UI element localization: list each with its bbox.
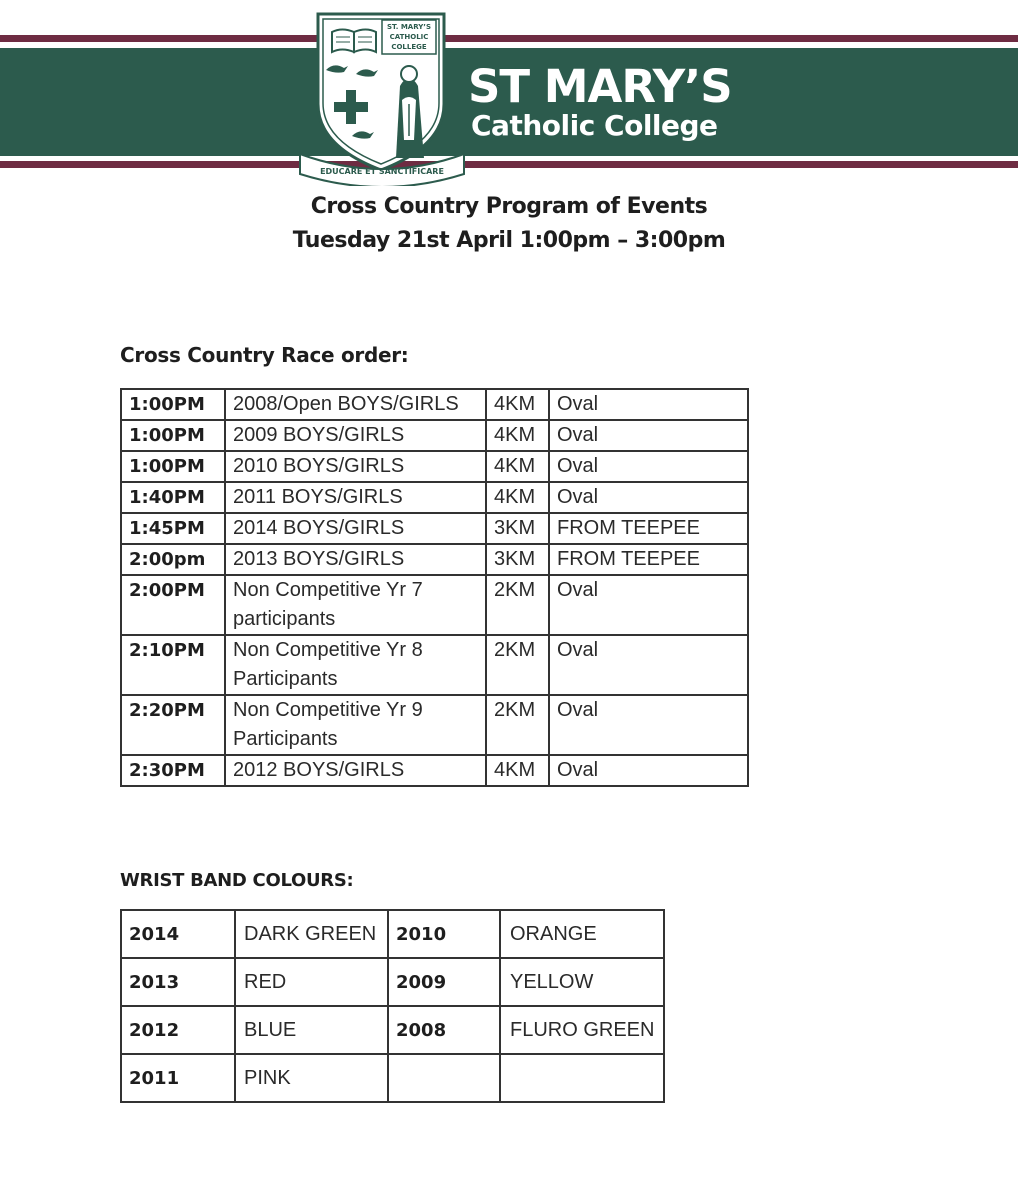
table-row [121,482,748,513]
race-location: Oval [549,389,748,420]
race-event: 2012 BOYS/GIRLS [225,755,486,786]
table-row [121,389,748,420]
race-event: 2010 BOYS/GIRLS [225,451,486,482]
header-top-stripe [0,35,1018,42]
band-colour: DARK GREEN [235,910,388,958]
band-year: 2011 [121,1054,235,1102]
race-time: 2:00PM [121,575,225,635]
race-event: 2008/Open BOYS/GIRLS [225,389,486,420]
race-location: Oval [549,695,748,755]
wrist-band-table [120,909,665,1103]
table-row [121,1006,664,1054]
race-distance: 2KM [486,695,549,755]
header-bottom-stripe [0,161,1018,168]
svg-text:EDUCARE ET SANCTIFICARE: EDUCARE ET SANCTIFICARE [320,167,444,176]
race-time: 2:30PM [121,755,225,786]
race-time: 1:00PM [121,420,225,451]
school-subtitle: Catholic College [471,109,718,142]
band-year: 2009 [388,958,500,1006]
race-event: Non Competitive Yr 8 Participants [225,635,486,695]
table-row [121,755,748,786]
race-time: 1:45PM [121,513,225,544]
school-crest-logo [296,8,468,186]
race-distance: 4KM [486,389,549,420]
race-location: Oval [549,482,748,513]
table-row [121,958,664,1006]
band-year: 2014 [121,910,235,958]
race-event: Non Competitive Yr 9 Participants [225,695,486,755]
band-year [388,1054,500,1102]
band-colour: RED [235,958,388,1006]
race-time: 1:00PM [121,389,225,420]
race-distance: 2KM [486,575,549,635]
band-colour: YELLOW [500,958,664,1006]
race-event: 2013 BOYS/GIRLS [225,544,486,575]
band-colour: BLUE [235,1006,388,1054]
race-time: 2:00pm [121,544,225,575]
table-row [121,695,748,755]
program-title: Cross Country Program of Events [310,194,708,219]
race-order-table [120,388,749,787]
table-row [121,575,748,635]
wrist-band-heading: WRIST BAND COLOURS: [120,870,354,891]
race-distance: 4KM [486,755,549,786]
band-colour: ORANGE [500,910,664,958]
race-time: 1:40PM [121,482,225,513]
svg-text:ST. MARY’S: ST. MARY’S [386,23,432,31]
race-event: 2011 BOYS/GIRLS [225,482,486,513]
race-distance: 4KM [486,451,549,482]
race-event: 2014 BOYS/GIRLS [225,513,486,544]
table-row [121,635,748,695]
band-year: 2010 [388,910,500,958]
band-year: 2012 [121,1006,235,1054]
race-location: Oval [549,755,748,786]
event-date-time: Tuesday 21st April 1:00pm – 3:00pm [292,228,726,253]
race-distance: 3KM [486,513,549,544]
race-location: Oval [549,451,748,482]
band-colour: FLURO GREEN [500,1006,664,1054]
school-name: ST MARY’S [468,60,732,113]
race-time: 1:00PM [121,451,225,482]
open-book-icon [332,30,376,53]
band-colour [500,1054,664,1102]
race-distance: 4KM [486,420,549,451]
race-event: Non Competitive Yr 7 participants [225,575,486,635]
table-row [121,451,748,482]
table-row [121,910,664,958]
band-year: 2013 [121,958,235,1006]
table-row [121,1054,664,1102]
race-location: Oval [549,635,748,695]
svg-text:COLLEGE: COLLEGE [391,43,427,51]
race-time: 2:20PM [121,695,225,755]
race-location: Oval [549,420,748,451]
race-distance: 2KM [486,635,549,695]
race-location: FROM TEEPEE [549,544,748,575]
band-year: 2008 [388,1006,500,1054]
table-row [121,513,748,544]
svg-text:CATHOLIC: CATHOLIC [389,33,429,41]
race-distance: 3KM [486,544,549,575]
table-row [121,420,748,451]
table-row [121,544,748,575]
race-location: FROM TEEPEE [549,513,748,544]
race-time: 2:10PM [121,635,225,695]
race-location: Oval [549,575,748,635]
race-event: 2009 BOYS/GIRLS [225,420,486,451]
race-order-heading: Cross Country Race order: [120,343,409,367]
race-distance: 4KM [486,482,549,513]
band-colour: PINK [235,1054,388,1102]
